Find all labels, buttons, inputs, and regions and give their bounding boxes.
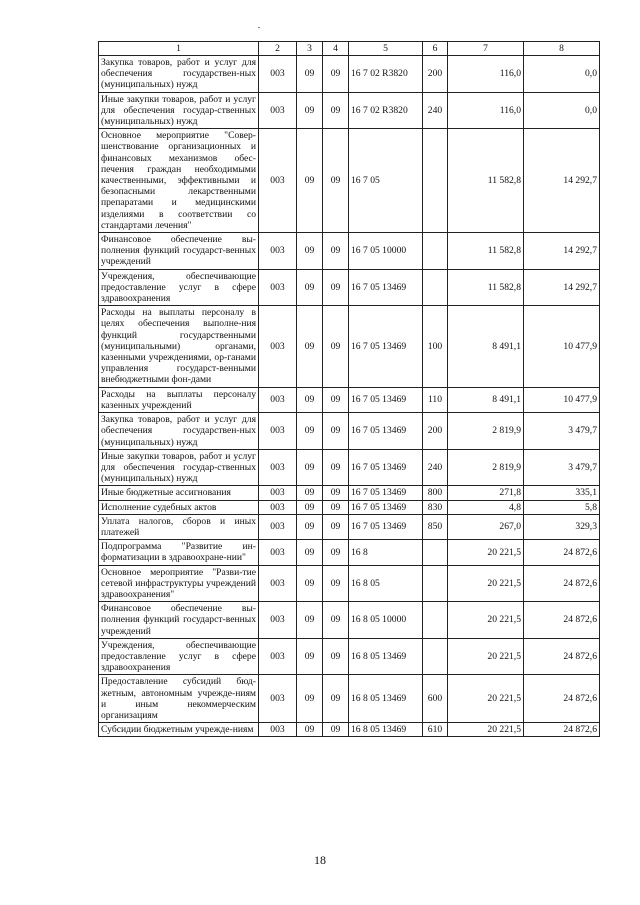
code-cell: 003 bbox=[259, 233, 297, 270]
section-cell: 09 bbox=[297, 56, 323, 93]
budget-table bbox=[98, 41, 600, 737]
subsection-cell: 09 bbox=[323, 56, 349, 93]
amount-year1-cell: 2 819,9 bbox=[448, 449, 524, 486]
amount-year1-cell: 4,8 bbox=[448, 500, 524, 514]
subsection-cell: 09 bbox=[323, 565, 349, 602]
table-row bbox=[99, 638, 600, 675]
row-name-cell: Предоставление субсидий бюд-жетным, автономным учрежде-ниям и иным некоммерческим организациям bbox=[99, 675, 259, 723]
amount-year2-cell: 0,0 bbox=[524, 56, 600, 93]
code-cell: 003 bbox=[259, 129, 297, 233]
header-cell-7: 7 bbox=[448, 42, 524, 56]
subsection-cell: 09 bbox=[323, 449, 349, 486]
expense-type-cell: 200 bbox=[423, 413, 448, 450]
amount-year2-cell: 335,1 bbox=[524, 486, 600, 500]
amount-year1-cell: 8 491,1 bbox=[448, 387, 524, 412]
amount-year1-cell: 116,0 bbox=[448, 56, 524, 93]
subsection-cell: 09 bbox=[323, 387, 349, 412]
amount-year1-cell: 20 221,5 bbox=[448, 602, 524, 639]
expense-type-cell bbox=[423, 565, 448, 602]
row-name-cell: Подпрограмма "Развитие ин-форматизации в здравоохране-нии" bbox=[99, 540, 259, 565]
target-article-cell: 16 7 05 13469 bbox=[349, 306, 423, 387]
subsection-cell: 09 bbox=[323, 638, 349, 675]
header-cell-6: 6 bbox=[423, 42, 448, 56]
table-row bbox=[99, 723, 600, 737]
target-article-cell: 16 8 05 13469 bbox=[349, 638, 423, 675]
row-name-cell: Закупка товаров, работ и услуг для обеспечения государствен-ных (муниципальных) нужд bbox=[99, 413, 259, 450]
target-article-cell: 16 8 05 13469 bbox=[349, 723, 423, 737]
amount-year2-cell: 24 872,6 bbox=[524, 565, 600, 602]
target-article-cell: 16 7 05 13469 bbox=[349, 500, 423, 514]
scan-mark bbox=[258, 27, 260, 28]
amount-year2-cell: 24 872,6 bbox=[524, 675, 600, 723]
table-row bbox=[99, 675, 600, 723]
code-cell: 003 bbox=[259, 602, 297, 639]
expense-type-cell bbox=[423, 233, 448, 270]
table-row bbox=[99, 56, 600, 93]
code-cell: 003 bbox=[259, 723, 297, 737]
amount-year2-cell: 329,3 bbox=[524, 514, 600, 539]
target-article-cell: 16 8 05 bbox=[349, 565, 423, 602]
target-article-cell: 16 7 05 10000 bbox=[349, 233, 423, 270]
target-article-cell: 16 7 02 R3820 bbox=[349, 56, 423, 93]
section-cell: 09 bbox=[297, 269, 323, 306]
section-cell: 09 bbox=[297, 413, 323, 450]
row-name-cell: Учреждения, обеспечивающие предоставление услуг в сфере здравоохранения bbox=[99, 638, 259, 675]
expense-type-cell: 600 bbox=[423, 675, 448, 723]
expense-type-cell: 830 bbox=[423, 500, 448, 514]
target-article-cell: 16 7 05 13469 bbox=[349, 514, 423, 539]
subsection-cell: 09 bbox=[323, 514, 349, 539]
expense-type-cell: 240 bbox=[423, 449, 448, 486]
header-cell-8: 8 bbox=[524, 42, 600, 56]
amount-year1-cell: 11 582,8 bbox=[448, 233, 524, 270]
amount-year2-cell: 0,0 bbox=[524, 92, 600, 129]
code-cell: 003 bbox=[259, 638, 297, 675]
amount-year1-cell: 8 491,1 bbox=[448, 306, 524, 387]
code-cell: 003 bbox=[259, 675, 297, 723]
table-row bbox=[99, 306, 600, 387]
table-row bbox=[99, 233, 600, 270]
table-body bbox=[99, 42, 600, 737]
code-cell: 003 bbox=[259, 514, 297, 539]
table-row bbox=[99, 129, 600, 233]
table-row bbox=[99, 486, 600, 500]
row-name-cell: Основное мероприятие "Совер-шенствование организационных и финансовых механизмов обес-печения граждан необходимыми качественными, эффективными и безопасными лекарственными препаратами и медицинскими изделиями в соответствии со стандартами лечения" bbox=[99, 129, 259, 233]
subsection-cell: 09 bbox=[323, 413, 349, 450]
row-name-cell: Финансовое обеспечение вы-полнения функций государст-венных учреждений bbox=[99, 233, 259, 270]
subsection-cell: 09 bbox=[323, 602, 349, 639]
section-cell: 09 bbox=[297, 514, 323, 539]
header-cell-3: 3 bbox=[297, 42, 323, 56]
row-name-cell: Расходы на выплаты персоналу в целях обеспечения выполне-ния функций государственными (муниципальными) органами, казенными учреждениями, ор-ганами управления государст-венными внебюджетными фон-дами bbox=[99, 306, 259, 387]
header-cell-1: 1 bbox=[99, 42, 259, 56]
header-cell-2: 2 bbox=[259, 42, 297, 56]
amount-year1-cell: 116,0 bbox=[448, 92, 524, 129]
amount-year1-cell: 271,8 bbox=[448, 486, 524, 500]
row-name-cell: Иные закупки товаров, работ и услуг для обеспечения государ-ственных (муниципальных) нужд bbox=[99, 92, 259, 129]
expense-type-cell: 240 bbox=[423, 92, 448, 129]
table-row bbox=[99, 500, 600, 514]
expense-type-cell bbox=[423, 129, 448, 233]
amount-year1-cell: 11 582,8 bbox=[448, 129, 524, 233]
code-cell: 003 bbox=[259, 565, 297, 602]
table-row bbox=[99, 540, 600, 565]
code-cell: 003 bbox=[259, 500, 297, 514]
section-cell: 09 bbox=[297, 306, 323, 387]
expense-type-cell: 610 bbox=[423, 723, 448, 737]
target-article-cell: 16 8 05 10000 bbox=[349, 602, 423, 639]
target-article-cell: 16 7 05 13469 bbox=[349, 413, 423, 450]
subsection-cell: 09 bbox=[323, 540, 349, 565]
amount-year1-cell: 20 221,5 bbox=[448, 675, 524, 723]
subsection-cell: 09 bbox=[323, 129, 349, 233]
target-article-cell: 16 7 05 13469 bbox=[349, 449, 423, 486]
target-article-cell: 16 7 05 bbox=[349, 129, 423, 233]
row-name-cell: Расходы на выплаты персоналу казенных учреждений bbox=[99, 387, 259, 412]
section-cell: 09 bbox=[297, 540, 323, 565]
section-cell: 09 bbox=[297, 233, 323, 270]
row-name-cell: Учреждения, обеспечивающие предоставление услуг в сфере здравоохранения bbox=[99, 269, 259, 306]
amount-year1-cell: 11 582,8 bbox=[448, 269, 524, 306]
row-name-cell: Субсидии бюджетным учрежде-ниям bbox=[99, 723, 259, 737]
amount-year1-cell: 20 221,5 bbox=[448, 565, 524, 602]
amount-year2-cell: 3 479,7 bbox=[524, 449, 600, 486]
code-cell: 003 bbox=[259, 486, 297, 500]
expense-type-cell: 110 bbox=[423, 387, 448, 412]
table-row bbox=[99, 387, 600, 412]
target-article-cell: 16 8 05 13469 bbox=[349, 675, 423, 723]
amount-year2-cell: 5,8 bbox=[524, 500, 600, 514]
code-cell: 003 bbox=[259, 540, 297, 565]
row-name-cell: Закупка товаров, работ и услуг для обеспечения государствен-ных (муниципальных) нужд bbox=[99, 56, 259, 93]
subsection-cell: 09 bbox=[323, 675, 349, 723]
row-name-cell: Уплата налогов, сборов и иных платежей bbox=[99, 514, 259, 539]
expense-type-cell: 850 bbox=[423, 514, 448, 539]
amount-year1-cell: 2 819,9 bbox=[448, 413, 524, 450]
row-name-cell: Исполнение судебных актов bbox=[99, 500, 259, 514]
amount-year2-cell: 24 872,6 bbox=[524, 723, 600, 737]
code-cell: 003 bbox=[259, 449, 297, 486]
table-row bbox=[99, 565, 600, 602]
section-cell: 09 bbox=[297, 500, 323, 514]
amount-year2-cell: 10 477,9 bbox=[524, 306, 600, 387]
row-name-cell: Основное мероприятие "Разви-тие сетевой инфраструктуры учреждений здравоохранения" bbox=[99, 565, 259, 602]
code-cell: 003 bbox=[259, 92, 297, 129]
code-cell: 003 bbox=[259, 387, 297, 412]
section-cell: 09 bbox=[297, 387, 323, 412]
target-article-cell: 16 7 05 13469 bbox=[349, 387, 423, 412]
code-cell: 003 bbox=[259, 269, 297, 306]
table-row bbox=[99, 269, 600, 306]
amount-year1-cell: 20 221,5 bbox=[448, 540, 524, 565]
expense-type-cell bbox=[423, 602, 448, 639]
section-cell: 09 bbox=[297, 449, 323, 486]
expense-type-cell bbox=[423, 269, 448, 306]
code-cell: 003 bbox=[259, 306, 297, 387]
table-row bbox=[99, 514, 600, 539]
section-cell: 09 bbox=[297, 638, 323, 675]
table-row bbox=[99, 449, 600, 486]
subsection-cell: 09 bbox=[323, 269, 349, 306]
expense-type-cell: 200 bbox=[423, 56, 448, 93]
amount-year1-cell: 20 221,5 bbox=[448, 723, 524, 737]
amount-year2-cell: 10 477,9 bbox=[524, 387, 600, 412]
code-cell: 003 bbox=[259, 56, 297, 93]
subsection-cell: 09 bbox=[323, 500, 349, 514]
expense-type-cell bbox=[423, 638, 448, 675]
page-number: 18 bbox=[314, 853, 326, 867]
subsection-cell: 09 bbox=[323, 233, 349, 270]
section-cell: 09 bbox=[297, 565, 323, 602]
section-cell: 09 bbox=[297, 723, 323, 737]
section-cell: 09 bbox=[297, 675, 323, 723]
expense-type-cell: 800 bbox=[423, 486, 448, 500]
subsection-cell: 09 bbox=[323, 723, 349, 737]
row-name-cell: Иные закупки товаров, работ и услуг для обеспечения государ-ственных (муниципальных) нужд bbox=[99, 449, 259, 486]
amount-year2-cell: 14 292,7 bbox=[524, 233, 600, 270]
subsection-cell: 09 bbox=[323, 486, 349, 500]
amount-year2-cell: 3 479,7 bbox=[524, 413, 600, 450]
amount-year1-cell: 20 221,5 bbox=[448, 638, 524, 675]
header-cell-4: 4 bbox=[323, 42, 349, 56]
subsection-cell: 09 bbox=[323, 92, 349, 129]
amount-year2-cell: 14 292,7 bbox=[524, 129, 600, 233]
code-cell: 003 bbox=[259, 413, 297, 450]
header-cell-5: 5 bbox=[349, 42, 423, 56]
subsection-cell: 09 bbox=[323, 306, 349, 387]
amount-year2-cell: 24 872,6 bbox=[524, 540, 600, 565]
amount-year2-cell: 14 292,7 bbox=[524, 269, 600, 306]
expense-type-cell bbox=[423, 540, 448, 565]
amount-year2-cell: 24 872,6 bbox=[524, 602, 600, 639]
target-article-cell: 16 8 bbox=[349, 540, 423, 565]
target-article-cell: 16 7 02 R3820 bbox=[349, 92, 423, 129]
expense-type-cell: 100 bbox=[423, 306, 448, 387]
row-name-cell: Иные бюджетные ассигнования bbox=[99, 486, 259, 500]
table-row bbox=[99, 92, 600, 129]
amount-year1-cell: 267,0 bbox=[448, 514, 524, 539]
table-row bbox=[99, 602, 600, 639]
header-row bbox=[99, 42, 600, 56]
target-article-cell: 16 7 05 13469 bbox=[349, 486, 423, 500]
section-cell: 09 bbox=[297, 92, 323, 129]
amount-year2-cell: 24 872,6 bbox=[524, 638, 600, 675]
table-row bbox=[99, 413, 600, 450]
section-cell: 09 bbox=[297, 129, 323, 233]
section-cell: 09 bbox=[297, 602, 323, 639]
row-name-cell: Финансовое обеспечение вы-полнения функций государст-венных учреждений bbox=[99, 602, 259, 639]
section-cell: 09 bbox=[297, 486, 323, 500]
target-article-cell: 16 7 05 13469 bbox=[349, 269, 423, 306]
